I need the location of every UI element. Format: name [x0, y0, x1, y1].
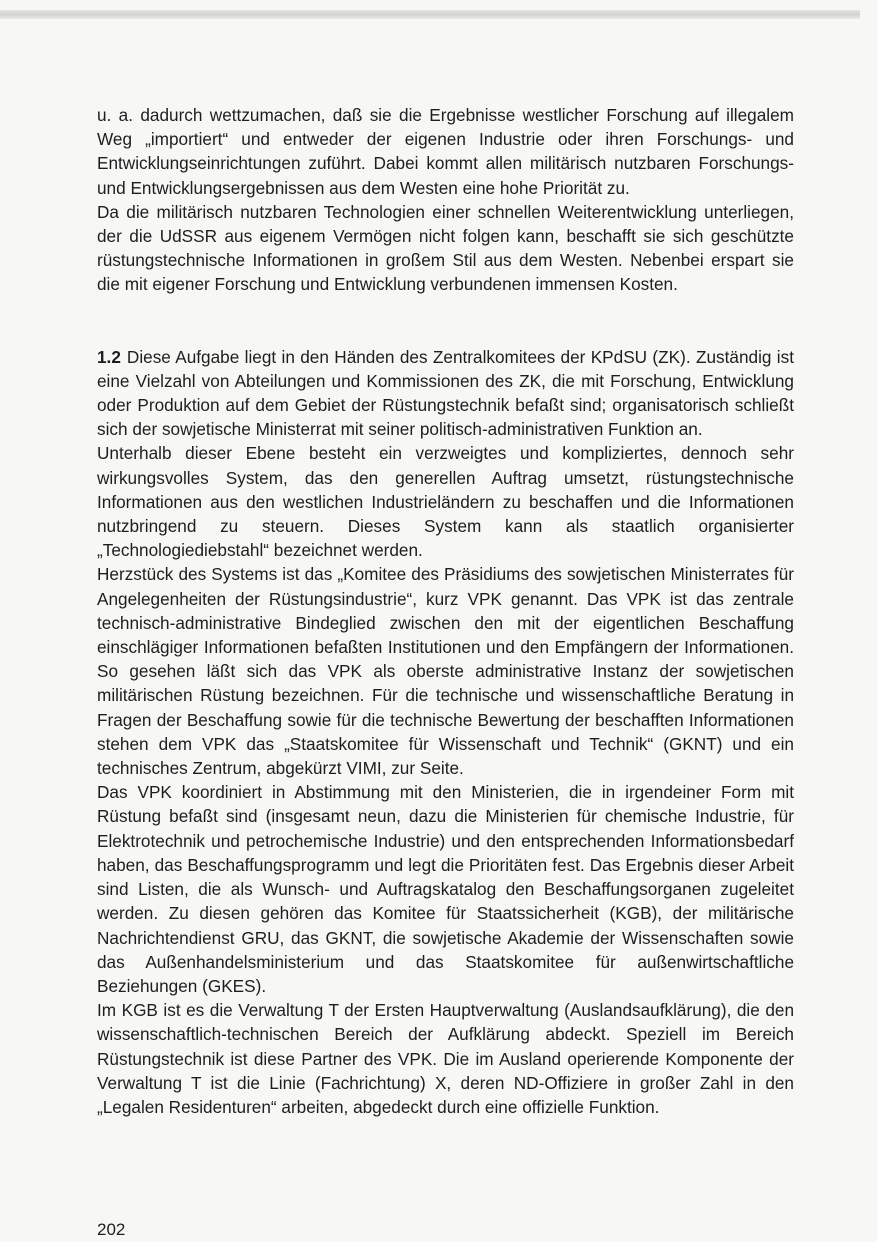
section-paragraph-3: Herzstück des Systems ist das „Komitee des Präsidiums des sowjetischen Ministerrates für Angelegenheiten der Rüstungsindustrie“, kurz VPK genannt. Das VPK ist das zentrale technisch-administrative Bindeglied zwischen den mit der eigentlichen Beschaffung einschlägiger Informationen befaßten Institutionen und den Empfängern der Informationen. So gesehen läßt sich das VPK als oberste administrative Instanz der sowjetischen militärischen Rüstung bezeichnen. Für die technische und wissenschaftliche Beratung in Fragen der Beschaffung sowie für die technische Bewertung der beschafften Informationen stehen dem VPK das „Staatskomitee für Wissenschaft und Technik“ (GKNT) und ein technisches Zentrum, abgekürzt VIMI, zur Seite.	[97, 564, 794, 779]
section-1-2-paragraph-1	[97, 345, 794, 442]
page-body	[97, 103, 794, 1119]
page-top-edge	[0, 10, 860, 19]
section-first-paragraph-text: Diese Aufgabe liegt in den Händen des Zentralkomitees der KPdSU (ZK). Zuständig ist eine Vielzahl von Abteilungen und Kommissionen des ZK, die mit Forschung, Entwicklung oder Produktion auf dem Gebiet der Rüstungstechnik befaßt sind; organisatorisch schließt sich der sowjetische Ministerrat mit seiner politisch-administrativen Funktion an.	[97, 346, 794, 440]
section-paragraph-2: Unterhalb dieser Ebene besteht ein verzweigtes und kompliziertes, dennoch sehr wirkungsvolles System, das den generellen Auftrag umsetzt, rüstungstechnische Informationen aus den westlichen Industrieländern zu beschaffen und die Informationen nutzbringend zu steuern. Dieses System kann als staatlich organisierter „Technologiediebstahl“ bezeichnet werden.	[97, 443, 794, 561]
section-spacer	[97, 297, 794, 345]
section-paragraph-4: Das VPK koordiniert in Abstimmung mit den Ministerien, die in irgendeiner Form mit Rüstung befaßt sind (insgesamt neun, dazu die Ministerien für chemische Industrie, für Elektrotechnik und petrochemische Industrie) und den entsprechenden Informationsbedarf haben, das Beschaffungsprogramm und legt die Prioritäten fest. Das Ergebnis dieser Arbeit sind Listen, die als Wunsch- und Auftragskatalog den Beschaffungsorganen zugeleitet werden. Zu diesen gehören das Komitee für Staatssicherheit (KGB), der militärische Nachrichtendienst GRU, das GKNT, die sowjetische Akademie der Wissenschaften sowie das Außenhandelsministerium und das Staatskomitee für außenwirtschaftliche Beziehungen (GKES).	[97, 782, 794, 996]
section-paragraph-5: Im KGB ist es die Verwaltung T der Ersten Hauptverwaltung (Auslandsaufklärung), die den wissenschaftlich-technischen Bereich der Aufklärung abdeckt. Speziell im Bereich Rüstungstechnik ist diese Partner des VPK. Die im Ausland operierende Komponente der Verwaltung T ist die Linie (Fachrichtung) X, deren ND-Offiziere in großer Zahl in den „Legalen Residenturen“ arbeiten, abgedeckt durch eine offizielle Funktion.	[97, 1000, 794, 1117]
section-number: 1.2	[97, 346, 121, 367]
intro-paragraph-1: u. a. dadurch wettzumachen, daß sie die Ergebnisse westlicher Forschung auf illegalem Weg „importiert“ und entweder der eigenen Industrie oder ihren Forschungs- und Entwicklungseinrichtungen zuführt. Dabei kommt allen militärisch nutzbaren Forschungs- und Entwicklungsergebnissen aus dem Westen eine hohe Priorität zu.	[97, 105, 794, 198]
intro-paragraph-2: Da die militärisch nutzbaren Technologien einer schnellen Weiterentwicklung unterliegen, der die UdSSR aus eigenem Vermögen nicht folgen kann, beschafft sie sich geschützte rüstungstechnische Informationen in großem Stil aus dem Westen. Nebenbei erspart sie die mit eigener Forschung und Entwicklung verbundenen immensen Kosten.	[97, 201, 794, 295]
page-number: 202	[97, 1220, 126, 1239]
